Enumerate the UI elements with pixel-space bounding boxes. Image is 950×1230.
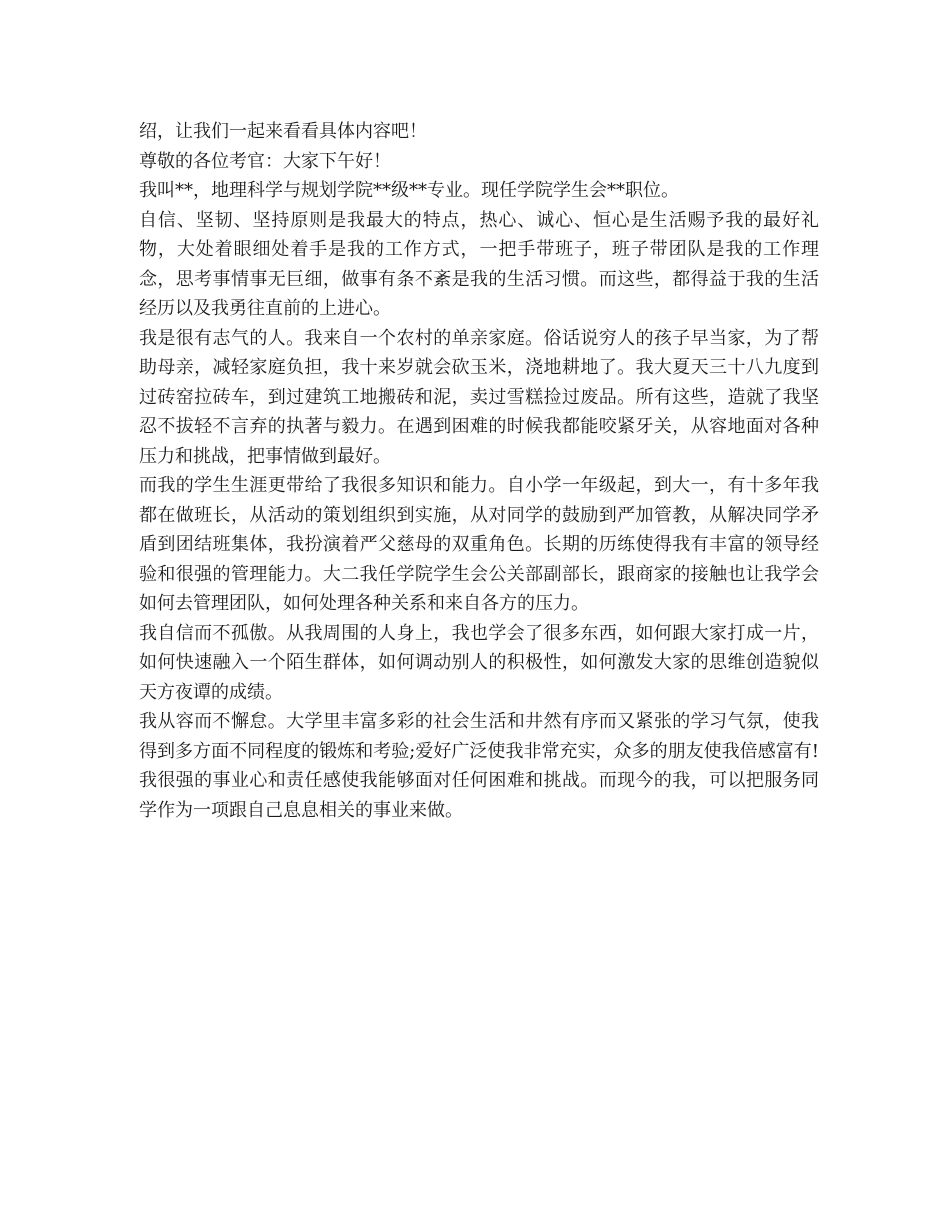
document-body bbox=[139, 117, 819, 825]
paragraph-intro: 绍，让我们一起来看看具体内容吧！ bbox=[139, 121, 427, 142]
paragraph-traits: 自信、坚韧、坚持原则是我最大的特点，热心、诚心、恒心是生活赐予我的最好礼物，大处着眼细处着手是我的工作方式，一把手带班子，班子带团队是我的工作理念，思考事情事无巨细，做事有条不紊是我的生活习惯。而这些，都得益于我的生活经历以及我勇往直前的上进心。 bbox=[139, 209, 819, 319]
paragraph-self-introduction: 我叫**，地理科学与规划学院**级**专业。现任学院学生会**职位。 bbox=[139, 180, 679, 201]
paragraph-composure: 我从容而不懈怠。大学里丰富多彩的社会生活和井然有序而又紧张的学习气氛，使我得到多方面不同程度的锻炼和考验;爱好广泛使我非常充实，众多的朋友使我倍感富有!我很强的事业心和责任感使我能够面对任何困难和挑战。而现今的我，可以把服务同学作为一项跟自己息息相关的事业来做。 bbox=[139, 711, 819, 821]
paragraph-student-career: 而我的学生生涯更带给了我很多知识和能力。自小学一年级起，到大一，有十多年我都在做班长，从活动的策划组织到实施，从对同学的鼓励到严加管教，从解决同学矛盾到团结班集体，我扮演着严父慈母的双重角色。长期的历练使得我有丰富的领导经验和很强的管理能力。大二我任学院学生会公关部副部长，跟商家的接触也让我学会如何去管理团队，如何处理各种关系和来自各方的压力。 bbox=[139, 475, 819, 614]
paragraph-greeting: 尊敬的各位考官：大家下午好！ bbox=[139, 150, 391, 172]
paragraph-confidence: 我自信而不孤傲。从我周围的人身上，我也学会了很多东西，如何跟大家打成一片，如何快速融入一个陌生群体，如何调动别人的积极性，如何激发大家的思维创造貌似天方夜谭的成绩。 bbox=[139, 622, 819, 703]
paragraph-ambition: 我是很有志气的人。我来自一个农村的单亲家庭。俗话说穷人的孩子早当家，为了帮助母亲，减轻家庭负担，我十来岁就会砍玉米，浇地耕地了。我大夏天三十八九度到过砖窑拉砖车，到过建筑工地搬砖和泥，卖过雪糕捡过废品。所有这些，造就了我坚忍不拔轻不言弃的执著与毅力。在遇到困难的时候我都能咬紧牙关，从容地面对各种压力和挑战，把事情做到最好。 bbox=[139, 327, 819, 467]
